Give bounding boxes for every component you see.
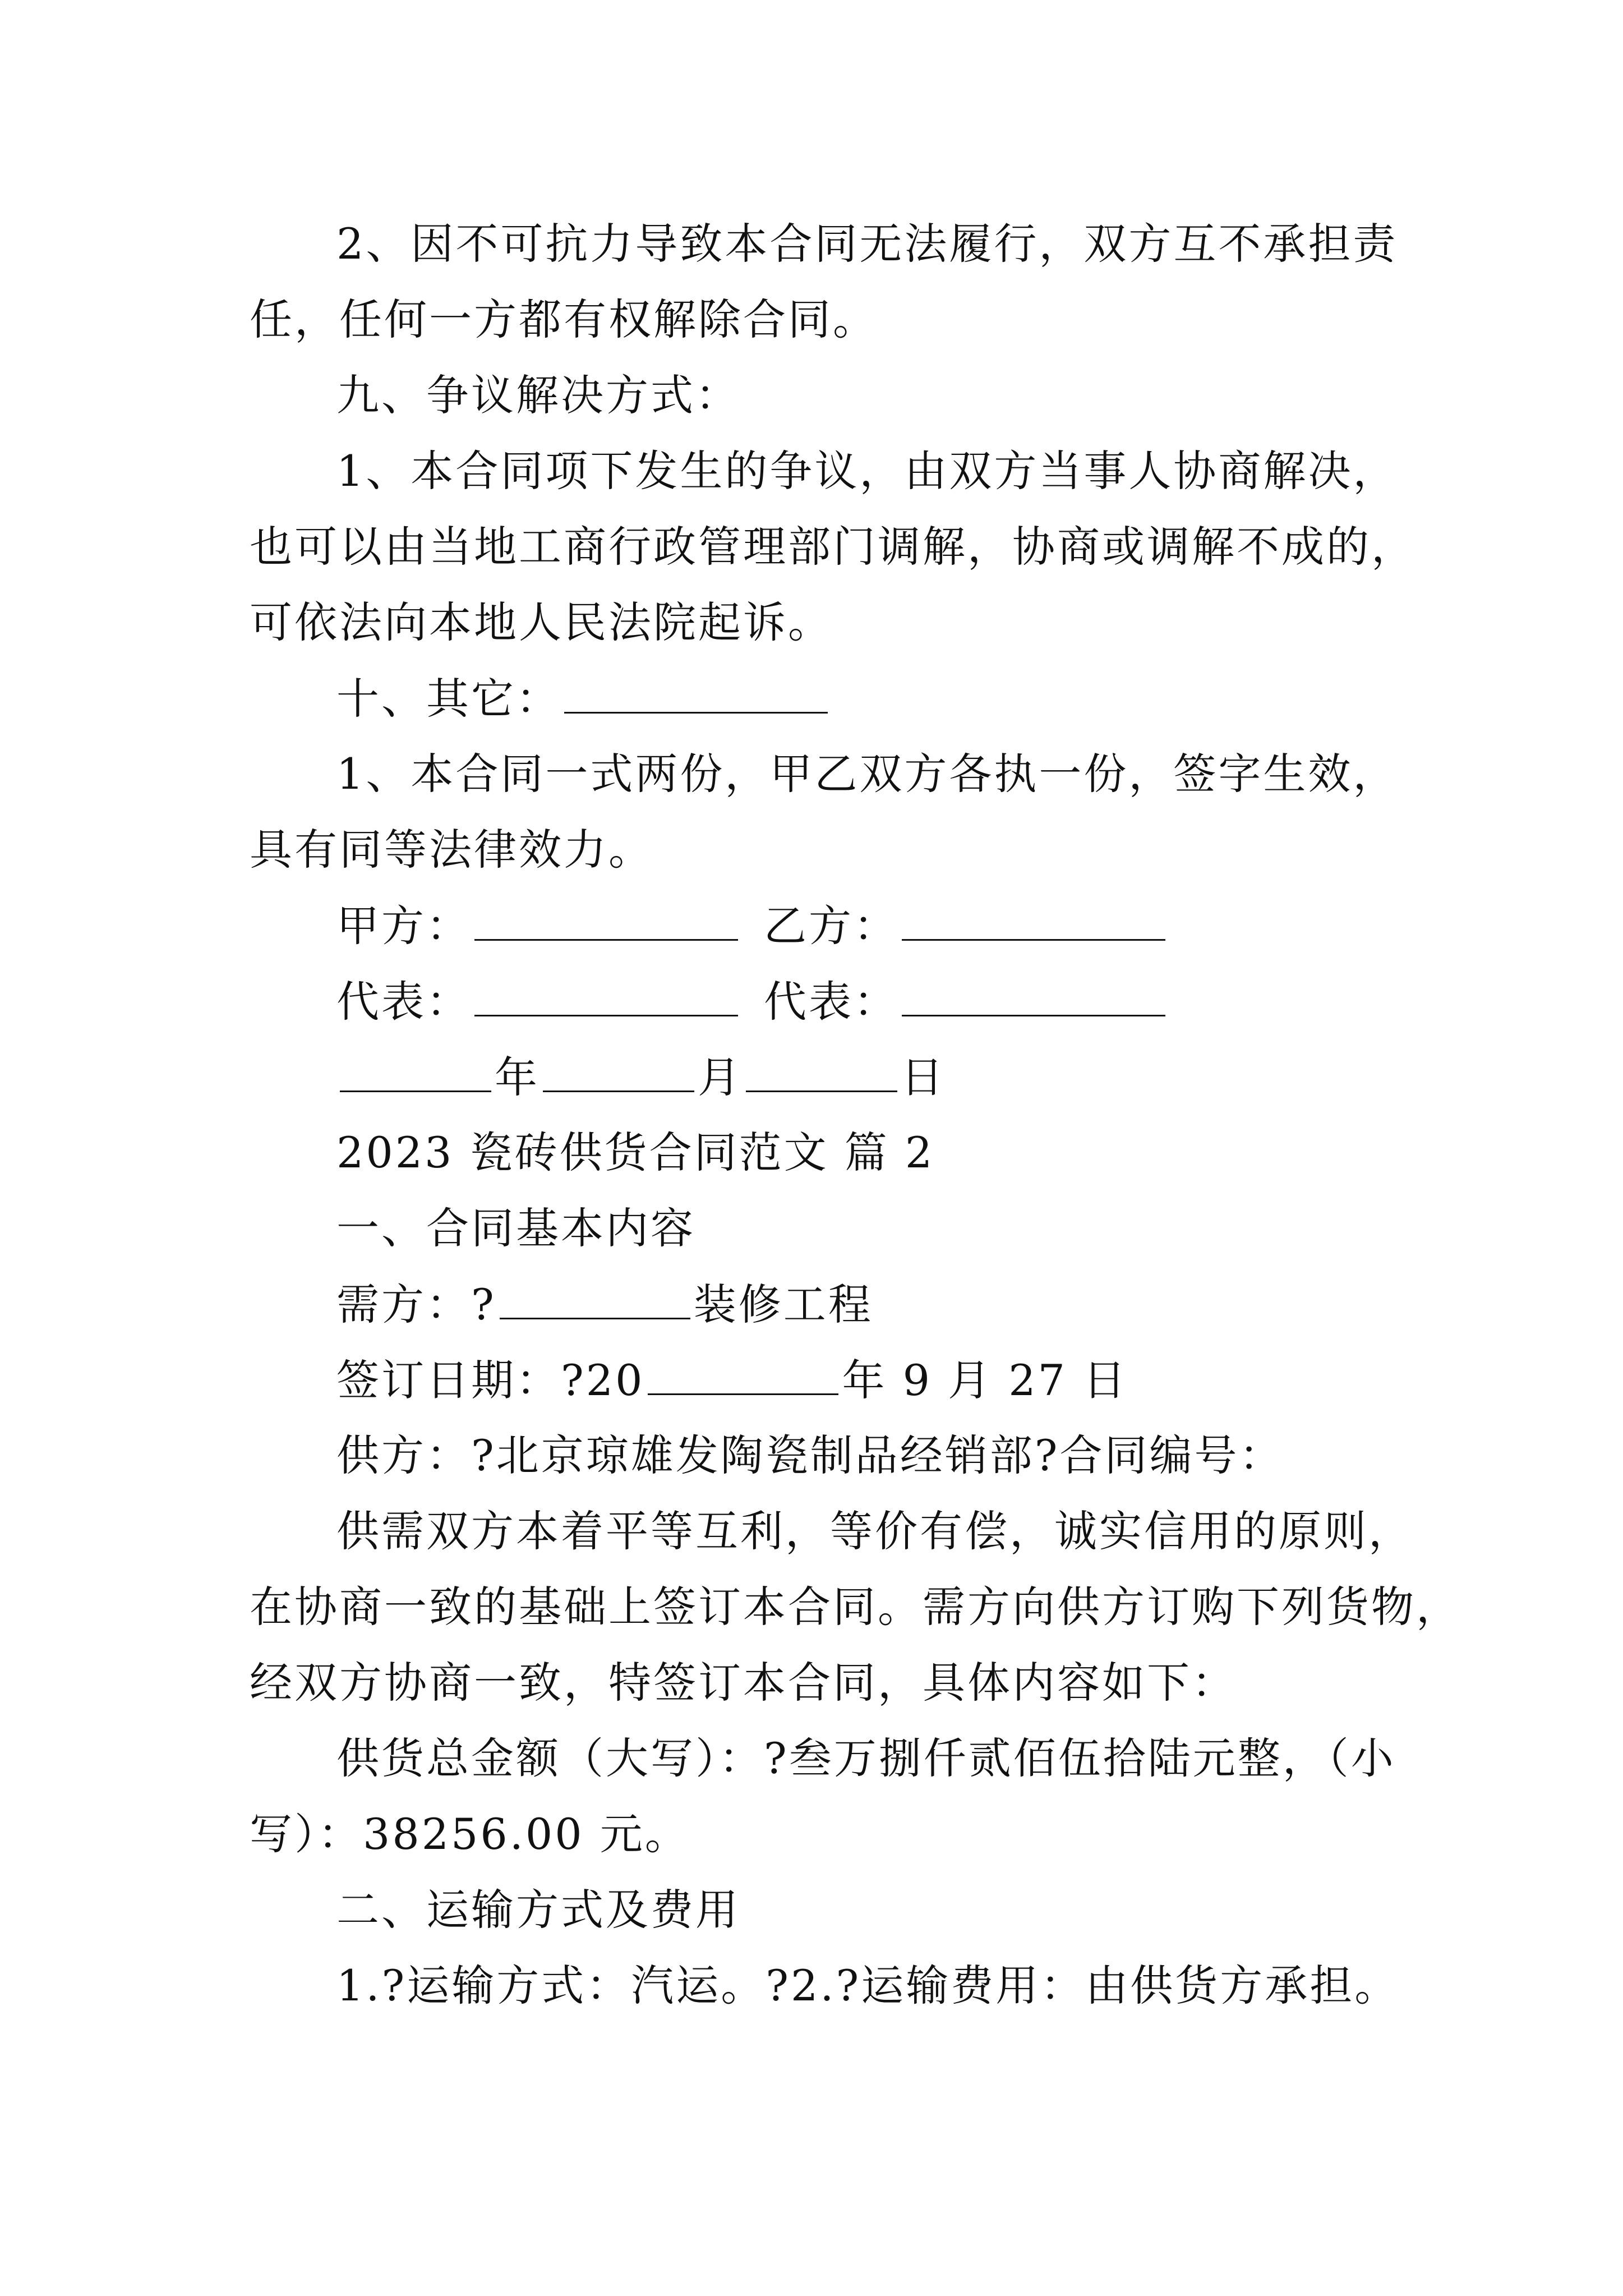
paragraph-force-majeure-cont: 任，任何一方都有权解除合同。 xyxy=(250,295,878,344)
party-b-label: 乙方： xyxy=(764,901,898,951)
paragraph-dispute: 1、本合同项下发生的争议，由双方当事人协商解决， xyxy=(336,446,1398,496)
paragraph-total-amount: 供货总金额（大写）：?叁万捌仟贰佰伍拾陆元整，（小 xyxy=(336,1733,1396,1783)
heading-dispute-resolution: 九、争议解决方式： xyxy=(336,370,740,420)
buyer-project: 装修工程 xyxy=(693,1280,873,1329)
year-blank xyxy=(340,1049,491,1092)
rep-b-blank xyxy=(902,973,1165,1016)
buyer-blank xyxy=(500,1276,690,1319)
signature-date xyxy=(336,1049,946,1106)
heading-transport: 二、运输方式及费用 xyxy=(336,1885,740,1935)
signature-representatives xyxy=(336,973,1169,1030)
rep-a-label: 代表： xyxy=(336,977,471,1027)
heading-other-label: 十、其它： xyxy=(336,674,561,724)
month-blank xyxy=(543,1049,694,1092)
party-a-label: 甲方： xyxy=(336,901,471,951)
paragraph-copies-cont: 具有同等法律效力。 xyxy=(250,825,653,875)
signing-date-line xyxy=(336,1352,1128,1409)
day-label: 日 xyxy=(901,1052,946,1102)
paragraph-dispute-cont-2: 可依法向本地人民法院起诉。 xyxy=(250,597,833,647)
buyer-label: 需方：? xyxy=(336,1280,496,1329)
rep-a-blank xyxy=(474,973,738,1016)
paragraph-total-amount-cont: 写）：38256.00 元。 xyxy=(250,1809,690,1859)
heading-basic-content: 一、合同基本内容 xyxy=(336,1203,695,1253)
signing-date-rest: 年 9 月 27 日 xyxy=(842,1355,1128,1405)
month-label: 月 xyxy=(698,1052,743,1102)
party-a-blank xyxy=(474,898,738,941)
supplier-line: 供方：?北京琼雄发陶瓷制品经销部?合同编号： xyxy=(336,1430,1284,1480)
paragraph-principles: 供需双方本着平等互利，等价有偿，诚实信用的原则， xyxy=(336,1506,1413,1556)
other-blank xyxy=(564,670,828,714)
paragraph-force-majeure: 2、因不可抗力导致本合同无法履行，双方互不承担责 xyxy=(336,219,1398,269)
party-b-blank xyxy=(902,898,1165,941)
signing-date-label: 签订日期：?20 xyxy=(336,1355,645,1405)
section-title-part-2: 2023 瓷砖供货合同范文 篇 2 xyxy=(336,1128,935,1177)
rep-b-label: 代表： xyxy=(764,977,898,1027)
paragraph-principles-cont-2: 经双方协商一致，特签订本合同，具体内容如下： xyxy=(250,1658,1237,1708)
day-blank xyxy=(746,1049,897,1092)
signing-date-blank xyxy=(648,1352,838,1395)
heading-other xyxy=(336,670,831,727)
paragraph-dispute-cont-1: 也可以由当地工商行政管理部门调解，协商或调解不成的， xyxy=(250,522,1416,572)
paragraph-copies: 1、本合同一式两份，甲乙双方各执一份，签字生效， xyxy=(336,749,1398,799)
buyer-line xyxy=(336,1276,873,1333)
paragraph-transport: 1.?运输方式：汽运。?2.?运输费用：由供货方承担。 xyxy=(336,1961,1400,2010)
paragraph-principles-cont-1: 在协商一致的基础上签订本合同。需方向供方订购下列货物， xyxy=(250,1582,1461,1632)
year-label: 年 xyxy=(495,1052,540,1102)
signature-parties xyxy=(336,898,1169,954)
